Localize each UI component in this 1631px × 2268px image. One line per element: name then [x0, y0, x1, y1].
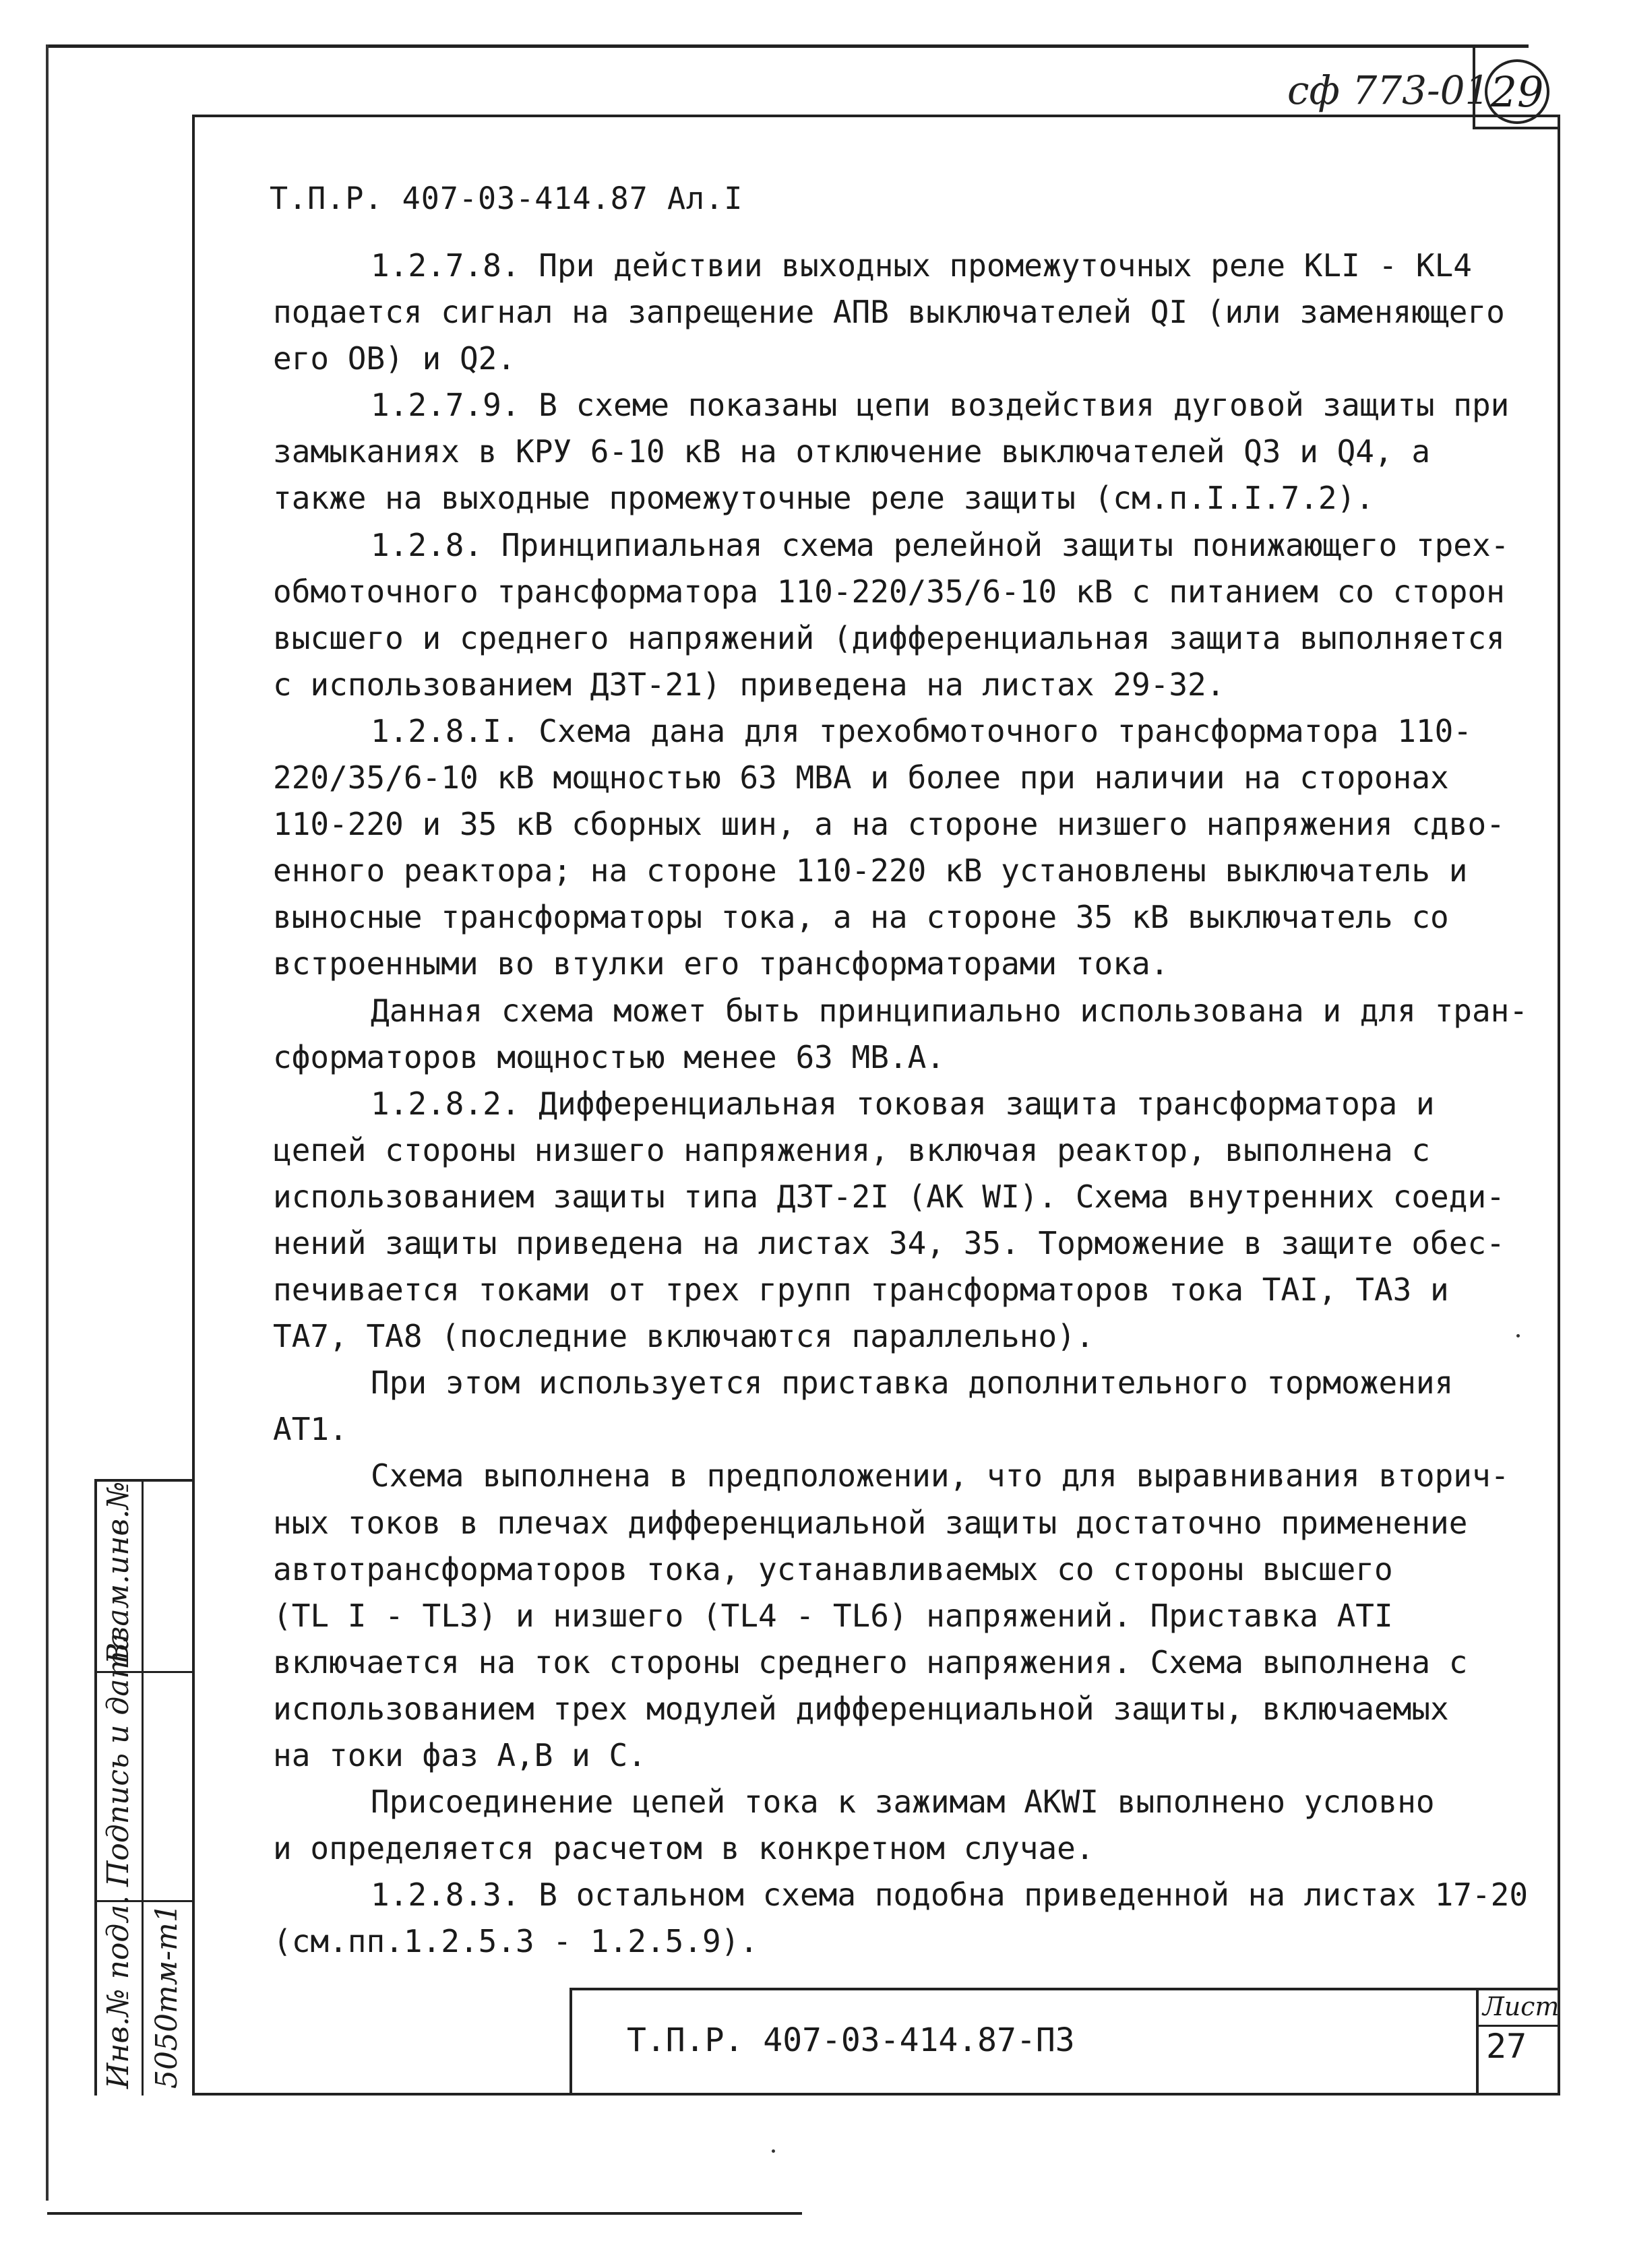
body-line: 110-220 и 35 кВ сборных шин, а на стороне низшего напряжения сдво- — [273, 806, 1505, 843]
body-line: Данная схема может быть принципиально использована и для тран- — [371, 992, 1529, 1029]
body-line: использованием защиты типа ДЗТ-2I (АК WI). Схема внутренних соеди- — [273, 1178, 1505, 1215]
body-line: ТА7, ТА8 (последние включаются параллельно). — [273, 1318, 1095, 1355]
outer-frame-bottom — [47, 2212, 802, 2215]
body-line: Присоединение цепей тока к зажимам АКWI выполнено условно — [371, 1784, 1435, 1821]
body-line: высшего и среднего напряжений (дифференциальная защита выполняется — [273, 619, 1505, 656]
replace-inv-label: Взам.инв.№ — [101, 1481, 135, 1664]
body-line: нений защиты приведена на листах 34, 35. Торможение в защите обес- — [273, 1224, 1505, 1261]
outer-frame-top — [46, 44, 1529, 48]
body-line: 1.2.8.2. Дифференциальная токовая защита трансформатора и — [371, 1085, 1435, 1122]
signature-date-label: Подпись и дата — [101, 1633, 135, 1887]
sheet-code: сф 773-01 — [1287, 67, 1490, 113]
body-line: 1.2.7.8. При действии выходных промежуточных реле КLI - КL4 — [371, 247, 1472, 284]
scan-speck — [1516, 1334, 1520, 1337]
body-line: выносные трансформаторы тока, а на стороне 35 кВ выключатель со — [273, 899, 1449, 936]
body-line: 1.2.8.I. Схема дана для трехобмоточного трансформатора 110- — [371, 712, 1472, 749]
scan-speck — [772, 2149, 775, 2153]
body-line: 1.2.7.9. В схеме показаны цепи воздействия дуговой защиты при — [371, 387, 1510, 424]
body-line: печивается токами от трех групп трансформаторов тока ТАI, ТА3 и — [273, 1271, 1449, 1309]
body-line: АТ1. — [273, 1411, 348, 1448]
inv-no-value: 5050тм-т1 — [150, 1903, 184, 2089]
body-line: 1.2.8. Принципиальная схема релейной защиты понижающего трех- — [371, 526, 1510, 563]
body-line: 1.2.8.3. В остальном схема подобна приведенной на листах 17-20 — [371, 1877, 1529, 1914]
document-designation: Т.П.Р. 407-03-414.87-ПЗ — [627, 2021, 1075, 2059]
page-number: 29 — [1485, 59, 1549, 124]
body-line: включается на ток стороны среднего напряжения. Схема выполнена с — [273, 1643, 1468, 1680]
body-line: встроенными во втулки его трансформаторами тока. — [273, 945, 1169, 982]
body-line: с использованием ДЗТ-21) приведена на листах 29-32. — [273, 666, 1225, 703]
sheet-number: 27 — [1486, 2027, 1527, 2066]
body-line: ных токов в плечах дифференциальной защиты достаточно применение — [273, 1504, 1468, 1541]
side-stamp-column-divider — [142, 1479, 144, 2096]
body-line: цепей стороны низшего напряжения, включая реактор, выполнена с — [273, 1131, 1431, 1168]
body-line: на токи фаз А,В и С. — [273, 1737, 646, 1773]
body-line: 220/35/6-10 кВ мощностью 63 МВА и более при наличии на сторонах — [273, 759, 1449, 796]
body-line: (ТL I - ТL3) и низшего (ТL4 - ТL6) напряжений. Приставка АТI — [273, 1597, 1393, 1634]
body-line: его ОВ) и Q2. — [273, 340, 516, 377]
document-header: Т.П.Р. 407-03-414.87 Ал.I — [270, 181, 743, 216]
body-line: также на выходные промежуточные реле защиты (см.п.I.I.7.2). — [273, 480, 1374, 517]
body-line: енного реактора; на стороне 110-220 кВ установлены выключатель и — [273, 852, 1468, 889]
body-line: сформаторов мощностью менее 63 МВ.А. — [273, 1038, 945, 1075]
body-line: подается сигнал на запрещение АПВ выключателей QI (или заменяющего — [273, 294, 1505, 331]
body-line: использованием трех модулей дифференциальной защиты, включаемых — [273, 1690, 1449, 1727]
body-text — [273, 243, 1537, 1965]
body-line: автотрансформаторов тока, устанавливаемых со стороны высшего — [273, 1550, 1393, 1587]
body-line: При этом используется приставка дополнительного торможения — [371, 1364, 1454, 1401]
body-line: Схема выполнена в предположении, что для выравнивания вторич- — [371, 1457, 1510, 1494]
inv-no-label: Инв.№ подл. — [101, 1895, 135, 2089]
body-line: и определяется расчетом в конкретном случае. — [273, 1830, 1095, 1867]
body-line: обмоточного трансформатора 110-220/35/6-10 кВ с питанием со сторон — [273, 573, 1505, 610]
sheet-label: Лист — [1483, 1992, 1560, 2021]
body-line: (см.пп.1.2.5.3 - 1.2.5.9). — [273, 1923, 759, 1960]
body-line: замыканиях в КРУ 6-10 кВ на отключение выключателей Q3 и Q4, а — [273, 433, 1431, 470]
outer-frame-left — [46, 44, 49, 2201]
